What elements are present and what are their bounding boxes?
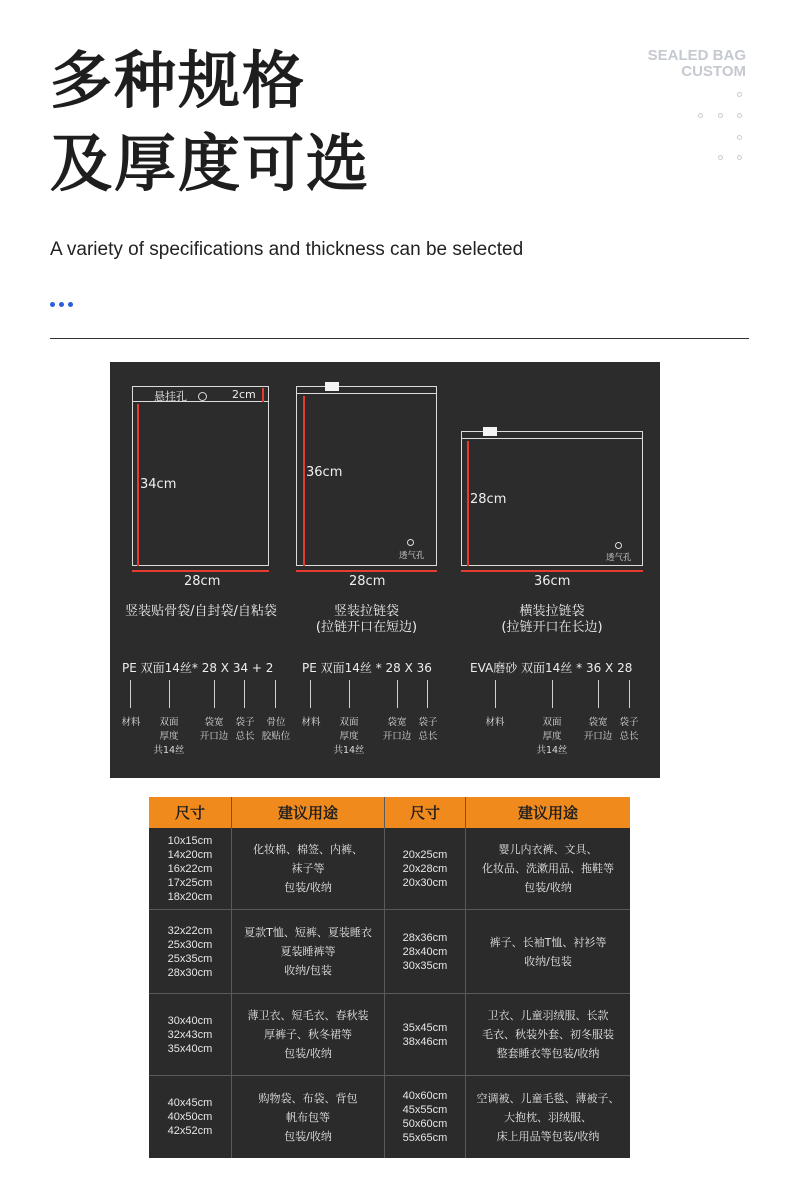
note: 袋宽 开口边 — [199, 717, 229, 742]
bag3-vent-label: 透气孔 — [606, 553, 632, 563]
bag3-width-line — [461, 570, 643, 572]
note: 材料 — [485, 717, 505, 728]
table-cell-usage: 夏款T恤、短裤、夏装睡衣 夏装睡裤等 收纳/包装 — [244, 926, 372, 977]
table-header-size: 尺寸 — [149, 797, 231, 828]
dot-icon — [737, 92, 742, 97]
table-header-size: 尺寸 — [385, 797, 465, 828]
bag3-width-label: 36cm — [534, 574, 571, 589]
bag1-hang-hole-label: 悬挂孔 — [154, 390, 187, 403]
spec-tick — [495, 680, 496, 708]
zipper-slider-icon — [325, 382, 339, 391]
bag2-width-label: 28cm — [349, 574, 386, 589]
dot-icon — [698, 113, 703, 118]
dot-icon — [737, 113, 742, 118]
bag2-zipper-track — [297, 387, 436, 394]
table-cell-usage: 卫衣、儿童羽绒服、长款 毛衣、秋装外套、初冬服装 整套睡衣等包装/收纳 — [482, 1009, 614, 1060]
hang-hole-icon — [198, 392, 207, 401]
dot-icon — [737, 155, 742, 160]
brand-line2: CUSTOM — [681, 63, 746, 80]
bag2-caption — [296, 604, 437, 636]
note: 材料 — [301, 717, 321, 728]
note: 骨位 胶贴位 — [261, 717, 291, 742]
spec-tick — [169, 680, 170, 708]
spec-tick — [214, 680, 215, 708]
table-cell-sizes: 40x60cm 45x55cm 50x60cm 55x65cm — [402, 1090, 448, 1144]
spec-tick — [244, 680, 245, 708]
zipper-slider-icon — [483, 427, 497, 436]
bag1-width-label: 28cm — [184, 574, 221, 589]
bag1-caption: 竖装贴骨袋/自封袋/自粘袋 — [125, 604, 277, 619]
table-header-usage: 建议用途 — [232, 797, 384, 828]
table-cell-sizes: 32x22cm 25x30cm 25x35cm 28x30cm — [167, 924, 213, 979]
note: 袋子 总长 — [619, 717, 639, 742]
table-cell-usage: 裤子、长袖T恤、衬衫等 收纳/包装 — [489, 935, 607, 968]
bag3-caption-line1: 横装拉链袋 — [519, 604, 585, 619]
dot-icon — [718, 155, 723, 160]
dot-icon — [718, 113, 723, 118]
dot-icon — [737, 135, 742, 140]
spec-tick — [275, 680, 276, 708]
note: 材料 — [121, 717, 141, 728]
spec-tick — [349, 680, 350, 708]
bag1-outline — [132, 386, 269, 566]
table-cell-sizes: 10x15cm 14x20cm 16x22cm 17x25cm 18x20cm — [167, 834, 213, 903]
spec-tick — [552, 680, 553, 708]
bag2-height-line — [303, 396, 305, 566]
table-cell-usage: 化妆棉、棉签、内裤、 袜子等 包装/收纳 — [253, 843, 363, 894]
spec-tick — [397, 680, 398, 708]
table-cell-sizes: 28x36cm 28x40cm 30x35cm — [402, 931, 448, 972]
page-title-line2: 及厚度可选 — [50, 127, 371, 200]
spec-tick — [427, 680, 428, 708]
table-cell-usage: 购物袋、布袋、背包 帆布包等 包装/收纳 — [258, 1091, 358, 1143]
vent-hole-icon — [615, 542, 622, 549]
size-usage-table — [149, 797, 630, 1158]
bag1-width-line — [132, 570, 269, 572]
spec-tick — [130, 680, 131, 708]
decorative-dot-grid — [698, 92, 748, 167]
note: 袋宽 开口边 — [382, 717, 412, 742]
note: 双面 厚度 共14丝 — [333, 717, 365, 756]
bag1-top-line — [262, 388, 264, 402]
divider — [50, 338, 749, 339]
spec-tick — [310, 680, 311, 708]
table-cell-usage: 薄卫衣、短毛衣、春秋装 厚裤子、秋冬裙等 包装/收纳 — [247, 1009, 369, 1060]
bag1-spec: PE 双面14丝* 28 X 34 + 2 — [122, 661, 274, 675]
bag2-width-line — [296, 570, 437, 572]
bag1-top-label: 2cm — [232, 388, 256, 401]
note: 双面 厚度 共14丝 — [536, 717, 568, 756]
table-cell-sizes: 20x25cm 20x28cm 20x30cm — [402, 848, 448, 889]
spec-tick — [629, 680, 630, 708]
bag1-height-line — [137, 404, 139, 566]
table-cell-usage: 空调被、儿童毛毯、薄被子、 大抱枕、羽绒服、 床上用品等包装/收纳 — [476, 1091, 620, 1143]
table-header-usage: 建议用途 — [466, 797, 630, 828]
note: 袋宽 开口边 — [583, 717, 613, 742]
note: 双面 厚度 共14丝 — [153, 717, 185, 756]
bag3-height-label: 28cm — [470, 492, 507, 507]
blue-dots-icon — [50, 292, 77, 311]
brand-mark — [648, 48, 746, 80]
bag2-vent-label: 透气孔 — [399, 551, 425, 561]
bag3-caption — [461, 604, 643, 636]
note: 袋子 总长 — [235, 717, 255, 742]
bag2-caption-line2: (拉链开口在短边) — [315, 620, 418, 635]
table-cell-usage: 婴儿内衣裤、文具、 化妆品、洗漱用品、拖鞋等 包装/收纳 — [482, 843, 614, 894]
bag1-height-label: 34cm — [140, 477, 177, 492]
bag3-caption-line2: (拉链开口在长边) — [501, 620, 603, 635]
bag2-height-label: 36cm — [306, 465, 343, 480]
bag2-caption-line1: 竖装拉链袋 — [333, 604, 399, 619]
bag3-height-line — [467, 441, 469, 566]
note: 袋子 总长 — [418, 717, 438, 742]
bag2-spec: PE 双面14丝 * 28 X 36 — [302, 661, 432, 675]
spec-tick — [598, 680, 599, 708]
page-subtitle: A variety of specifications and thickness can be selected — [50, 239, 524, 260]
table-cell-sizes: 40x45cm 40x50cm 42x52cm — [167, 1097, 213, 1137]
page-title-line1: 多种规格 — [50, 44, 307, 117]
brand-line1: SEALED BAG — [647, 47, 746, 64]
table-cell-sizes: 35x45cm 38x46cm — [402, 1021, 448, 1048]
table-cell-sizes: 30x40cm 32x43cm 35x40cm — [167, 1014, 213, 1055]
bag3-spec: EVA磨砂 双面14丝 * 36 X 28 — [470, 661, 633, 675]
vent-hole-icon — [407, 539, 414, 546]
